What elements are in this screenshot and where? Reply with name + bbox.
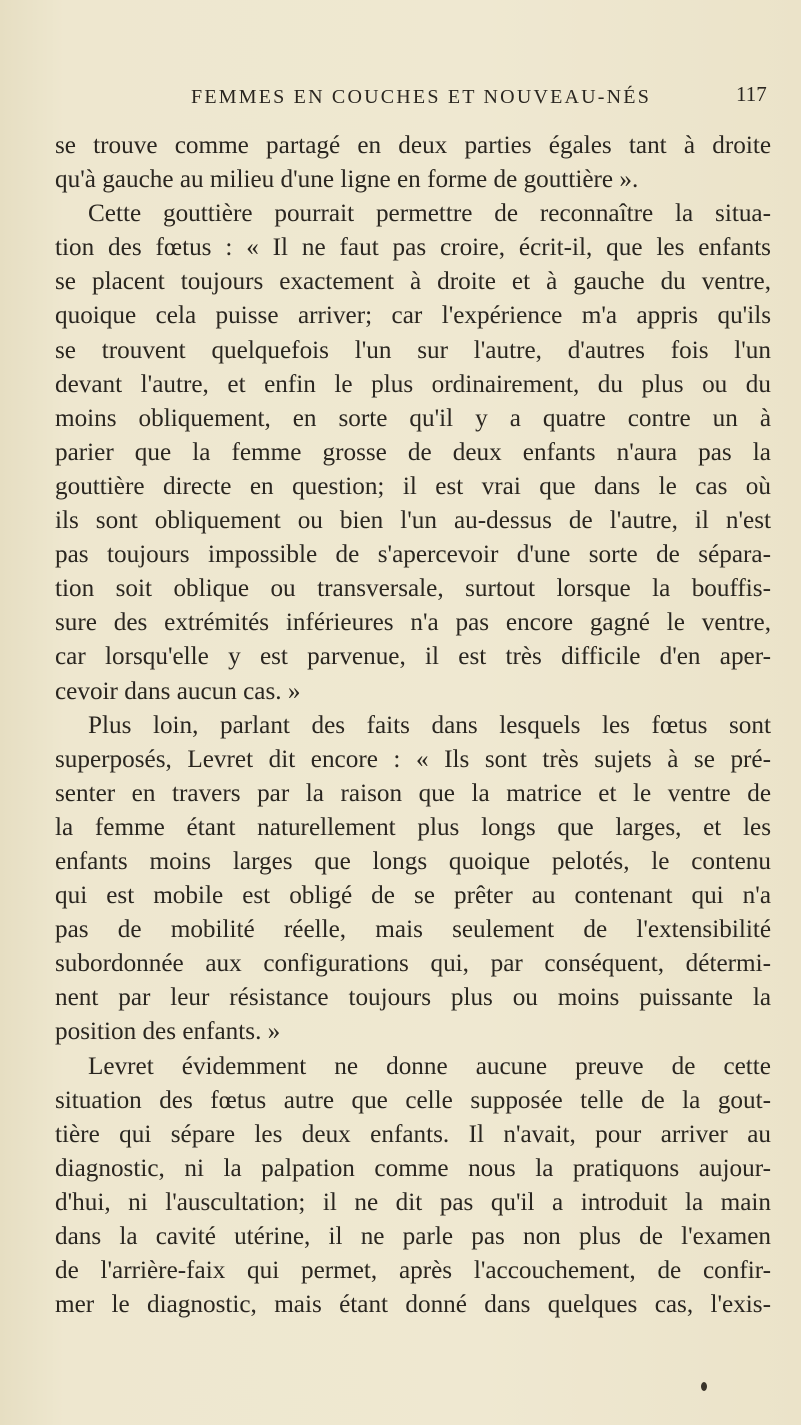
- text-line: mer le diagnostic, mais étant donné dans quelques cas, l'exis-: [55, 1291, 771, 1319]
- text-line: tion des fœtus : « Il ne faut pas croire, écrit-il, que les enfants: [55, 234, 771, 262]
- text-line: devant l'autre, et enfin le plus ordinairement, du plus ou du: [55, 370, 771, 398]
- text-line: diagnostic, ni la palpation comme nous la pratiquons aujour-: [55, 1154, 771, 1182]
- text-line: qu'à gauche au milieu d'une ligne en forme de gouttière ».: [55, 166, 639, 194]
- text-line: senter en travers par la raison que la matrice et le ventre de: [55, 779, 771, 807]
- text-line: se placent toujours exactement à droite et à gauche du ventre,: [55, 268, 771, 296]
- text-line: qui est mobile est obligé de se prêter au contenant qui n'a: [55, 882, 771, 910]
- text-line: superposés, Levret dit encore : « Ils sont très sujets à se pré-: [55, 745, 771, 773]
- text-line: position des enfants. »: [55, 1018, 281, 1046]
- text-line: d'hui, ni l'auscultation; il ne dit pas qu'il a introduit la main: [55, 1188, 771, 1216]
- text-line: ils sont obliquement ou bien l'un au-dessus de l'autre, il n'est: [55, 507, 771, 535]
- text-line: cevoir dans aucun cas. »: [55, 677, 301, 705]
- ink-speck: [701, 1382, 707, 1391]
- text-line: de l'arrière-faix qui permet, après l'accouchement, de confir-: [55, 1257, 771, 1285]
- text-line: quoique cela puisse arriver; car l'expérience m'a appris qu'ils: [55, 302, 771, 330]
- text-line: pas de mobilité réelle, mais seulement de l'extensibilité: [55, 916, 771, 944]
- running-head: [0, 82, 801, 116]
- text-line: se trouve comme partagé en deux parties égales tant à droite: [55, 132, 771, 159]
- text-line: parier que la femme grosse de deux enfants n'aura pas la: [55, 438, 771, 466]
- text-line: la femme étant naturellement plus longs que larges, et les: [55, 813, 771, 841]
- text-line: gouttière directe en question; il est vrai que dans le cas où: [55, 472, 771, 500]
- paragraph-start-line: Levret évidemment ne donne aucune preuve de cette: [88, 1052, 771, 1080]
- text-line: pas toujours impossible de s'apercevoir d'une sorte de sépara-: [55, 541, 771, 569]
- page-number: 117: [736, 82, 767, 106]
- text-line: nent par leur résistance toujours plus ou moins puissante la: [55, 984, 771, 1012]
- text-line: tion soit oblique ou transversale, surtout lorsque la bouffis-: [55, 575, 771, 603]
- text-line: moins obliquement, en sorte qu'il y a quatre contre un à: [55, 404, 771, 432]
- paragraph-start-line: Cette gouttière pourrait permettre de reconnaître la situa-: [88, 200, 771, 228]
- body-text: [55, 129, 771, 1322]
- text-line: situation des fœtus autre que celle supposée telle de la gout-: [55, 1086, 771, 1114]
- text-line: dans la cavité utérine, il ne parle pas non plus de l'examen: [55, 1223, 771, 1250]
- text-line: sure des extrémités inférieures n'a pas encore gagné le ventre,: [55, 609, 771, 637]
- text-line: tière qui sépare les deux enfants. Il n'avait, pour arriver au: [55, 1120, 771, 1148]
- running-title: FEMMES EN COUCHES ET NOUVEAU-NÉS: [191, 86, 652, 108]
- paragraph-start-line: Plus loin, parlant des faits dans lesquels les fœtus sont: [88, 711, 771, 739]
- text-line: se trouvent quelquefois l'un sur l'autre, d'autres fois l'un: [55, 336, 771, 364]
- text-line: car lorsqu'elle y est parvenue, il est très difficile d'en aper-: [55, 643, 771, 671]
- text-line: subordonnée aux configurations qui, par conséquent, détermi-: [55, 950, 771, 978]
- text-line: enfants moins larges que longs quoique pelotés, le contenu: [55, 847, 771, 875]
